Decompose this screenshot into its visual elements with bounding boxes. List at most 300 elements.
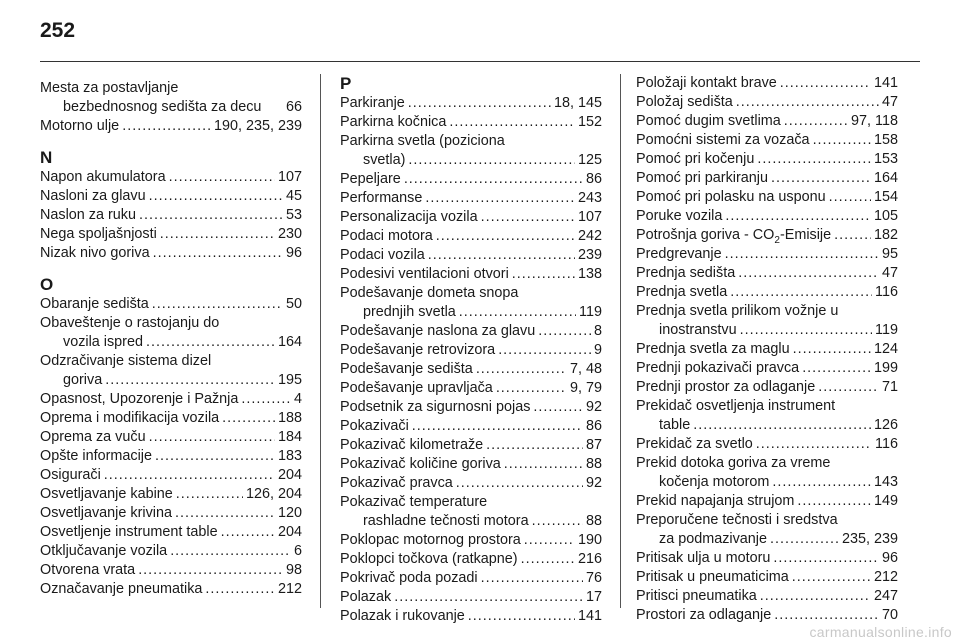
index-entry-row [636,169,898,188]
dot-leader [512,265,575,284]
index-entry-term [340,398,530,417]
index-entry-term-text: Podaci vozila [340,247,425,263]
dot-leader [481,569,583,588]
index-entry-term-text: Prostori za odlaganje [636,607,772,623]
index-entry-term-text: Polazak i rukovanje [340,608,465,624]
index-entry-term [340,607,465,626]
index-entry-row [636,245,898,264]
index-entry-pages: 153 [873,151,898,167]
index-entry-pages: 247 [873,588,898,604]
dot-leader [456,474,583,493]
index-entry-term-text: Oprema i modifikacija vozila [40,410,220,426]
index-entry-term [40,168,166,187]
dot-leader [496,379,567,398]
index-entry [340,246,602,265]
index-entry-term [340,455,501,474]
index-entry-row [636,340,898,359]
index-entry-term-line: Odzračivanje sistema dizel [40,353,212,369]
index-entry-term [340,569,478,588]
index-entry [636,74,898,93]
index-entry-term-line: Prekid dotoka goriva za vreme [636,455,831,471]
index-entry-term [340,227,433,246]
index-entry [340,455,602,474]
index-entry-term-text: bezbednosnog sedišta za decu [63,99,262,115]
index-entry-pages: 17 [585,589,602,605]
index-entry-pages: 164 [873,170,898,186]
index-entry-term-text: Pokazivači [340,418,409,434]
index-entry-term [636,435,753,454]
dot-leader [524,531,575,550]
index-entry-pages: 88 [585,513,602,529]
index-entry-pages: 190 [577,532,602,548]
index-entry-row [40,98,302,117]
dot-leader [476,360,567,379]
index-entry-term-text: Prednji pokazivači pravca [636,360,800,376]
index-entry-term-text: Osvetljavanje kabine [40,486,173,502]
index-entry-term [340,379,493,398]
index-entry [40,244,302,263]
index-entry-row [340,189,602,208]
index-entry-row [40,580,302,599]
index-column-1 [40,79,302,599]
index-entry [340,436,602,455]
index-entry-term-line: Mesta za postavljanje [40,80,179,96]
index-entry-row [340,341,602,360]
index-entry-pages: 18, 145 [553,95,602,111]
index-entry-term-line: Parkirna svetla (poziciona [340,133,505,149]
index-entry-row [340,170,602,189]
index-entry-row [340,436,602,455]
index-entry [636,435,898,454]
index-entry-term-text: Nega spoljašnjosti [40,226,157,242]
index-letter: N [40,148,53,167]
index-entry [636,150,898,169]
index-entry-term [636,188,826,207]
index-entry-row [340,550,602,569]
index-entry-row [340,113,602,132]
dot-leader [504,455,583,474]
index-entry-term [636,568,789,587]
dot-leader [792,568,871,587]
index-entry-term-text: Poruke vozila [636,208,723,224]
index-entry-term-text: table [659,417,691,433]
dot-leader [802,359,871,378]
index-entry [340,322,602,341]
index-entry [40,428,302,447]
dot-leader [155,447,275,466]
index-entry-row [636,112,898,131]
dot-leader [725,207,871,226]
index-entry-pages: 141 [577,608,602,624]
index-entry-term-text: svetla) [363,152,406,168]
dot-leader [533,398,583,417]
dot-leader [834,226,871,245]
index-entry-term [40,466,101,485]
index-entry-row [340,322,602,341]
index-entry-term-text: goriva [63,372,103,388]
index-entry-term [340,208,478,227]
index-entry-term-text: Opšte informacije [40,448,152,464]
index-entry-row [636,321,898,340]
index-entry-row [40,504,302,523]
index-entry [40,206,302,225]
dot-leader [205,580,275,599]
index-entry-term-suffix: -Emisije [779,227,832,243]
index-entry-term-text: Pokrivač poda pozadi [340,570,478,586]
index-entry-term [40,244,150,263]
dot-leader [105,371,275,390]
index-entry-term [659,530,767,549]
index-entry-term [63,371,102,390]
dot-leader [693,416,871,435]
index-entry-pages: 76 [585,570,602,586]
index-entry [40,466,302,485]
index-entry [636,549,898,568]
index-entry-pages: 184 [277,429,302,445]
index-entry-term [340,360,473,379]
index-entry-term-text: Otvorena vrata [40,562,136,578]
index-entry-pages: 4 [293,391,302,407]
index-entry-term-text: inostranstvu [659,322,737,338]
index-entry-pages: 96 [881,550,898,566]
index-entry-term-text: Pritisak u pneumaticima [636,569,789,585]
dot-leader [771,169,871,188]
index-entry-term [40,580,202,599]
column-divider [320,74,321,608]
index-entry [636,188,898,207]
index-entry [40,561,302,580]
index-entry [636,131,898,150]
index-entry [636,302,898,340]
index-entry-pages: 96 [285,245,302,261]
index-entry-pages: 235, 239 [841,531,898,547]
index-entry-pages: 126 [873,417,898,433]
index-entry-pages: 124 [873,341,898,357]
index-entry [340,417,602,436]
index-entry-term [363,512,529,531]
index-entry-pages: 149 [873,493,898,509]
index-entry-term [40,542,167,561]
index-entry-term [636,150,754,169]
index-entry [40,390,302,409]
index-entry-term [340,474,453,493]
index-entry-pages: 141 [873,75,898,91]
index-entry [340,569,602,588]
index-entry [340,265,602,284]
index-entry-term [340,94,405,113]
dot-leader [725,245,879,264]
index-entry-row [340,208,602,227]
index-entry [340,493,602,531]
index-entry [40,79,302,117]
dot-leader [756,435,872,454]
index-entry-term-text: Parkiranje [340,95,405,111]
index-entry-row [340,512,602,531]
dot-leader [408,151,575,170]
index-entry-term [340,113,446,132]
index-entry-row [636,568,898,587]
index-entry-term-text: Parkirna kočnica [340,114,447,130]
index-entry-pages: 212 [277,581,302,597]
index-entry [340,531,602,550]
index-entry [40,314,302,352]
index-entry-pages: 98 [285,562,302,578]
index-entry [40,580,302,599]
index-entry-pages: 230 [277,226,302,242]
index-entry-row [636,131,898,150]
dot-leader [772,473,871,492]
dot-leader [829,188,871,207]
index-entry [340,379,602,398]
index-entry-term-text: rashladne tečnosti motora [363,513,529,529]
index-entry-pages: 120 [277,505,302,521]
index-entry-pages: 71 [881,379,898,395]
dot-leader [532,512,583,531]
index-entry-term [636,93,733,112]
dot-leader [176,485,243,504]
dot-leader [149,187,283,206]
index-entry [340,94,602,113]
index-entry [40,523,302,542]
index-entry-row [636,150,898,169]
index-entry-term [636,378,815,397]
header-rule [40,61,920,62]
index-entry-row [340,569,602,588]
index-entry-term [340,265,509,284]
index-entry-term [40,504,172,523]
dot-leader [241,390,291,409]
index-entry-pages: 9 [593,342,602,358]
index-entry-row [40,485,302,504]
index-entry-term-text: Položaj sedišta [636,94,733,110]
index-entry-term [40,206,136,225]
index-entry-row [636,435,898,454]
dot-leader [428,246,575,265]
index-entry [636,511,898,549]
index-entry-pages: 188 [277,410,302,426]
index-entry-term-text: kočenja motorom [659,474,770,490]
index-entry-pages: 97, 118 [851,113,898,129]
index-entry [340,588,602,607]
index-entry-term [363,151,405,170]
index-entry-pages: 50 [285,296,302,312]
index-entry-pages: 53 [285,207,302,223]
index-entry-pages: 190, 235, 239 [213,118,302,134]
index-entry-pages: 239 [577,247,602,263]
index-entry-term-text: Oprema za vuču [40,429,146,445]
dot-leader [740,321,872,340]
index-entry-term-text: Prekid napajanja strujom [636,493,795,509]
index-entry-term-text: Prednja svetla [636,284,728,300]
index-entry-row [636,587,898,606]
dot-leader [149,428,275,447]
index-entry-pages: 158 [873,132,898,148]
dot-leader [169,168,275,187]
index-entry-term [40,428,146,447]
index-entry-row [40,561,302,580]
dot-leader [170,542,291,561]
index-entry-term-text: Prednja sedišta [636,265,736,281]
index-entry [340,113,602,132]
dot-leader [404,170,583,189]
index-entry-term [40,485,173,504]
index-entry-term [340,170,401,189]
dot-leader [757,150,871,169]
index-entry-row [40,244,302,263]
index-entry-term [659,473,769,492]
index-entry-row [340,455,602,474]
index-entry-term-text: Podesivi ventilacioni otvori [340,266,509,282]
index-entry-row [40,295,302,314]
index-entry-term-text: Predgrevanje [636,246,722,262]
index-entry [636,264,898,283]
index-entry-pages: 152 [577,114,602,130]
dot-leader [770,530,839,549]
index-entry-row [340,379,602,398]
index-entry-row [340,265,602,284]
index-entry [636,93,898,112]
index-entry-term [636,131,810,150]
index-entry-row [636,283,898,302]
index-entry-term [340,322,535,341]
index-entry-term [636,74,777,93]
index-entry-pages: 242 [577,228,602,244]
index-entry-term-text: Podešavanje retrovizora [340,342,496,358]
index-entry-term [340,550,518,569]
index-letter: O [40,275,54,294]
index-entry-row [636,549,898,568]
index-entry-term [636,112,781,131]
index-entry [40,225,302,244]
index-entry [636,245,898,264]
index-entry [636,359,898,378]
index-entry [340,550,602,569]
dot-leader [773,549,879,568]
index-entry-pages: 182 [873,227,898,243]
dot-leader [160,225,275,244]
index-entry-row [636,530,898,549]
index-entry [340,132,602,170]
index-entry [40,168,302,187]
index-entry-term-text: Personalizacija vozila [340,209,478,225]
index-entry-row [340,246,602,265]
index-entry-row [340,531,602,550]
index-entry-term-text: Obaranje sedišta [40,296,149,312]
index-entry-term-text: Osvetljavanje krivina [40,505,172,521]
dot-leader [152,295,283,314]
index-entry-term [40,187,146,206]
index-entry-term-text: Pokazivač količine goriva [340,456,501,472]
dot-leader [153,244,283,263]
index-entry-pages: 204 [277,524,302,540]
index-entry-pages: 95 [881,246,898,262]
dot-leader [784,112,848,131]
index-entry-term [636,492,794,511]
index-entry-term [40,447,152,466]
index-entry-row [40,333,302,352]
index-entry [340,170,602,189]
dot-leader [760,587,871,606]
dot-leader [736,93,879,112]
index-entry-term [636,359,799,378]
dot-leader [122,117,211,136]
index-entry-pages: 125 [577,152,602,168]
index-entry-term [40,561,135,580]
index-entry [40,447,302,466]
index-entry-row [636,473,898,492]
index-entry [636,112,898,131]
index-entry-term-text: Prednji prostor za odlaganje [636,379,816,395]
index-entry-term [40,409,219,428]
dot-leader [139,206,283,225]
index-entry-row [340,94,602,113]
index-entry-term [363,303,456,322]
dot-leader [138,561,283,580]
index-entry-pages: 116 [875,284,898,300]
index-entry [636,207,898,226]
index-entry-term-text: Polazak [340,589,392,605]
index-entry [636,397,898,435]
index-entry [40,504,302,523]
index-entry-term-line: Podešavanje dometa snopa [340,285,519,301]
index-entry-term-text: Prednja svetla za maglu [636,341,790,357]
index-entry-term-text: Pomoć dugim svetlima [636,113,781,129]
index-entry-term-text: Pritisak ulja u motoru [636,550,771,566]
dot-leader [221,523,275,542]
index-entry-pages: 216 [577,551,602,567]
index-entry-term [636,606,771,625]
index-entry-term-text: Poklopac motornog prostora [340,532,521,548]
index-entry-term-text: Performanse [340,190,423,206]
index-entry-pages: 119 [875,322,898,338]
index-entry-pages: 154 [873,189,898,205]
index-entry-row [636,378,898,397]
index-entry [340,284,602,322]
dot-leader [793,340,871,359]
index-entry-pages: 47 [881,265,898,281]
index-entry-pages: 105 [873,208,898,224]
index-entry-term-text: Nasloni za glavu [40,188,146,204]
index-entry-pages: 116 [875,436,898,452]
index-entry-subscript: 2 [774,234,780,246]
index-entry-row [340,588,602,607]
index-entry-term-text: Označavanje pneumatika [40,581,203,597]
index-entry-term [636,264,735,283]
index-entry-pages: 6 [293,543,302,559]
index-entry-row [636,492,898,511]
index-entry-pages: 119 [579,304,602,320]
index-entry-row [636,188,898,207]
index-entry-row [40,390,302,409]
index-entry-term-text: Podsetnik za sigurnosni pojas [340,399,531,415]
index-entry-row [636,74,898,93]
index-entry [340,208,602,227]
index-entry-row [340,398,602,417]
dot-leader [222,409,275,428]
index-entry-term-text: Položaji kontakt brave [636,75,777,91]
page-number: 252 [40,19,76,42]
index-entry-pages: 9, 79 [569,380,602,396]
dot-leader [797,492,871,511]
index-entry-pages: 126, 204 [245,486,302,502]
index-entry-pages: 243 [577,190,602,206]
index-entry [636,492,898,511]
index-entry-row [40,466,302,485]
index-entry-pages: 143 [873,474,898,490]
index-entry-row [40,206,302,225]
index-entry-row [636,226,898,245]
index-entry-term [40,225,157,244]
